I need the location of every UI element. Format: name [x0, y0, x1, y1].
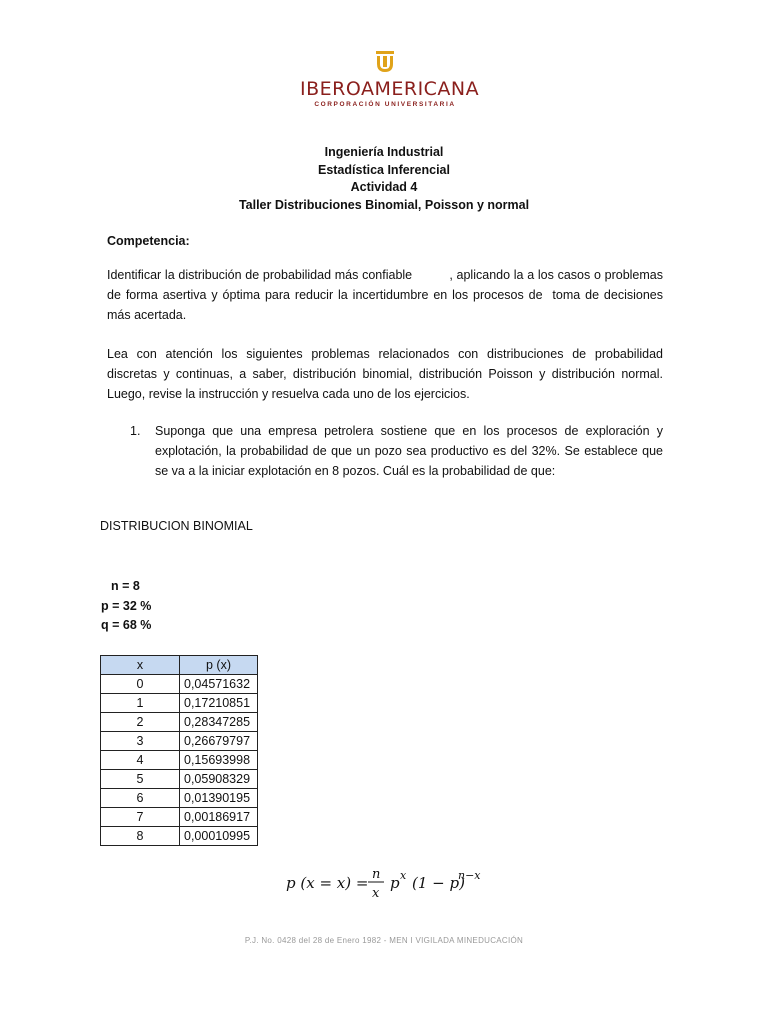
problem-item — [130, 421, 663, 481]
cell-x: 3 — [101, 732, 180, 751]
cell-px: 0,00186917 — [180, 808, 258, 827]
formula-lhs: p (x = x) = — [286, 874, 369, 892]
competencia-heading: Competencia: — [107, 234, 190, 248]
param-q: q = 68 % — [101, 618, 152, 632]
cell-x: 0 — [101, 675, 180, 694]
workshop-title: Taller Distribuciones Binomial, Poisson y normal — [238, 197, 530, 212]
table-row — [101, 732, 258, 751]
cell-x: 1 — [101, 694, 180, 713]
distribution-heading: DISTRIBUCION BINOMIAL — [100, 519, 253, 533]
cell-px: 0,15693998 — [180, 751, 258, 770]
table-header-row — [101, 656, 258, 675]
problem-text: Suponga que una empresa petrolera sostiene que en los procesos de exploración y explotación, la probabilidad de que un pozo sea productivo es del 32%. Se establece que se va a la iniciar explotación en 8 pozos. Cuál es la probabilidad de que: — [155, 424, 663, 478]
cell-px: 0,04571632 — [180, 675, 258, 694]
activity-title: Actividad 4 — [350, 180, 418, 194]
cell-px: 0,28347285 — [180, 713, 258, 732]
intro-paragraph: Lea con atención los siguientes problemas relacionados con distribuciones de probabilidad discretas y continuas, a saber, distribución binomial, distribución Poisson y distribución normal. Luego, revise la instrucción y resuelva cada uno de los ejercicios. — [107, 347, 663, 401]
formula-paren: (1 − p) — [412, 874, 465, 892]
course-title: Estadística Inferencial — [317, 162, 450, 177]
cell-px: 0,00010995 — [180, 827, 258, 846]
cell-x: 7 — [101, 808, 180, 827]
problem-number: 1. — [130, 424, 141, 438]
logo-subtitle: CORPORACIÓN UNIVERSITARIA — [314, 101, 456, 108]
table-row — [101, 827, 258, 846]
formula-exp: x — [400, 869, 407, 882]
probability-table — [100, 655, 258, 846]
document-titles — [0, 144, 768, 214]
table-row — [101, 808, 258, 827]
cell-px: 0,05908329 — [180, 770, 258, 789]
header-px: p (x) — [180, 656, 258, 675]
param-p: p = 32 % — [101, 598, 152, 613]
param-n: n = 8 — [111, 579, 140, 593]
table-row — [101, 713, 258, 732]
program-title: Ingeniería Industrial — [324, 145, 444, 159]
cell-px: 0,01390195 — [180, 789, 258, 808]
university-emblem-icon — [372, 50, 398, 76]
table-row — [101, 751, 258, 770]
university-logo — [300, 50, 480, 108]
formula-base: p — [390, 874, 400, 892]
cell-x: 8 — [101, 827, 180, 846]
header-x: x — [101, 656, 180, 675]
formula-frac-num: n — [372, 867, 381, 882]
cell-x: 5 — [101, 770, 180, 789]
footer-legal: P.J. No. 0428 del 28 de Enero 1982 - MEN I VIGILADA MINEDUCACIÓN — [244, 936, 524, 945]
table-row — [101, 770, 258, 789]
cell-px: 0,17210851 — [180, 694, 258, 713]
table-row — [101, 789, 258, 808]
cell-x: 4 — [101, 751, 180, 770]
binomial-formula — [286, 862, 486, 902]
parameters — [101, 577, 151, 636]
formula-paren-exp: n−x — [458, 869, 481, 882]
cell-x: 2 — [101, 713, 180, 732]
logo-name: IBEROAMERICANA — [300, 78, 480, 100]
table-row — [101, 675, 258, 694]
competencia-text: Identificar la distribución de probabilidad más confiable , aplicando la a los casos o problemas de forma asertiva y óptima para reducir la incertidumbre en los procesos de toma de decisiones más acertada. — [107, 268, 667, 322]
cell-x: 6 — [101, 789, 180, 808]
formula-frac-den: x — [372, 886, 380, 901]
cell-px: 0,26679797 — [180, 732, 258, 751]
table-row — [101, 694, 258, 713]
